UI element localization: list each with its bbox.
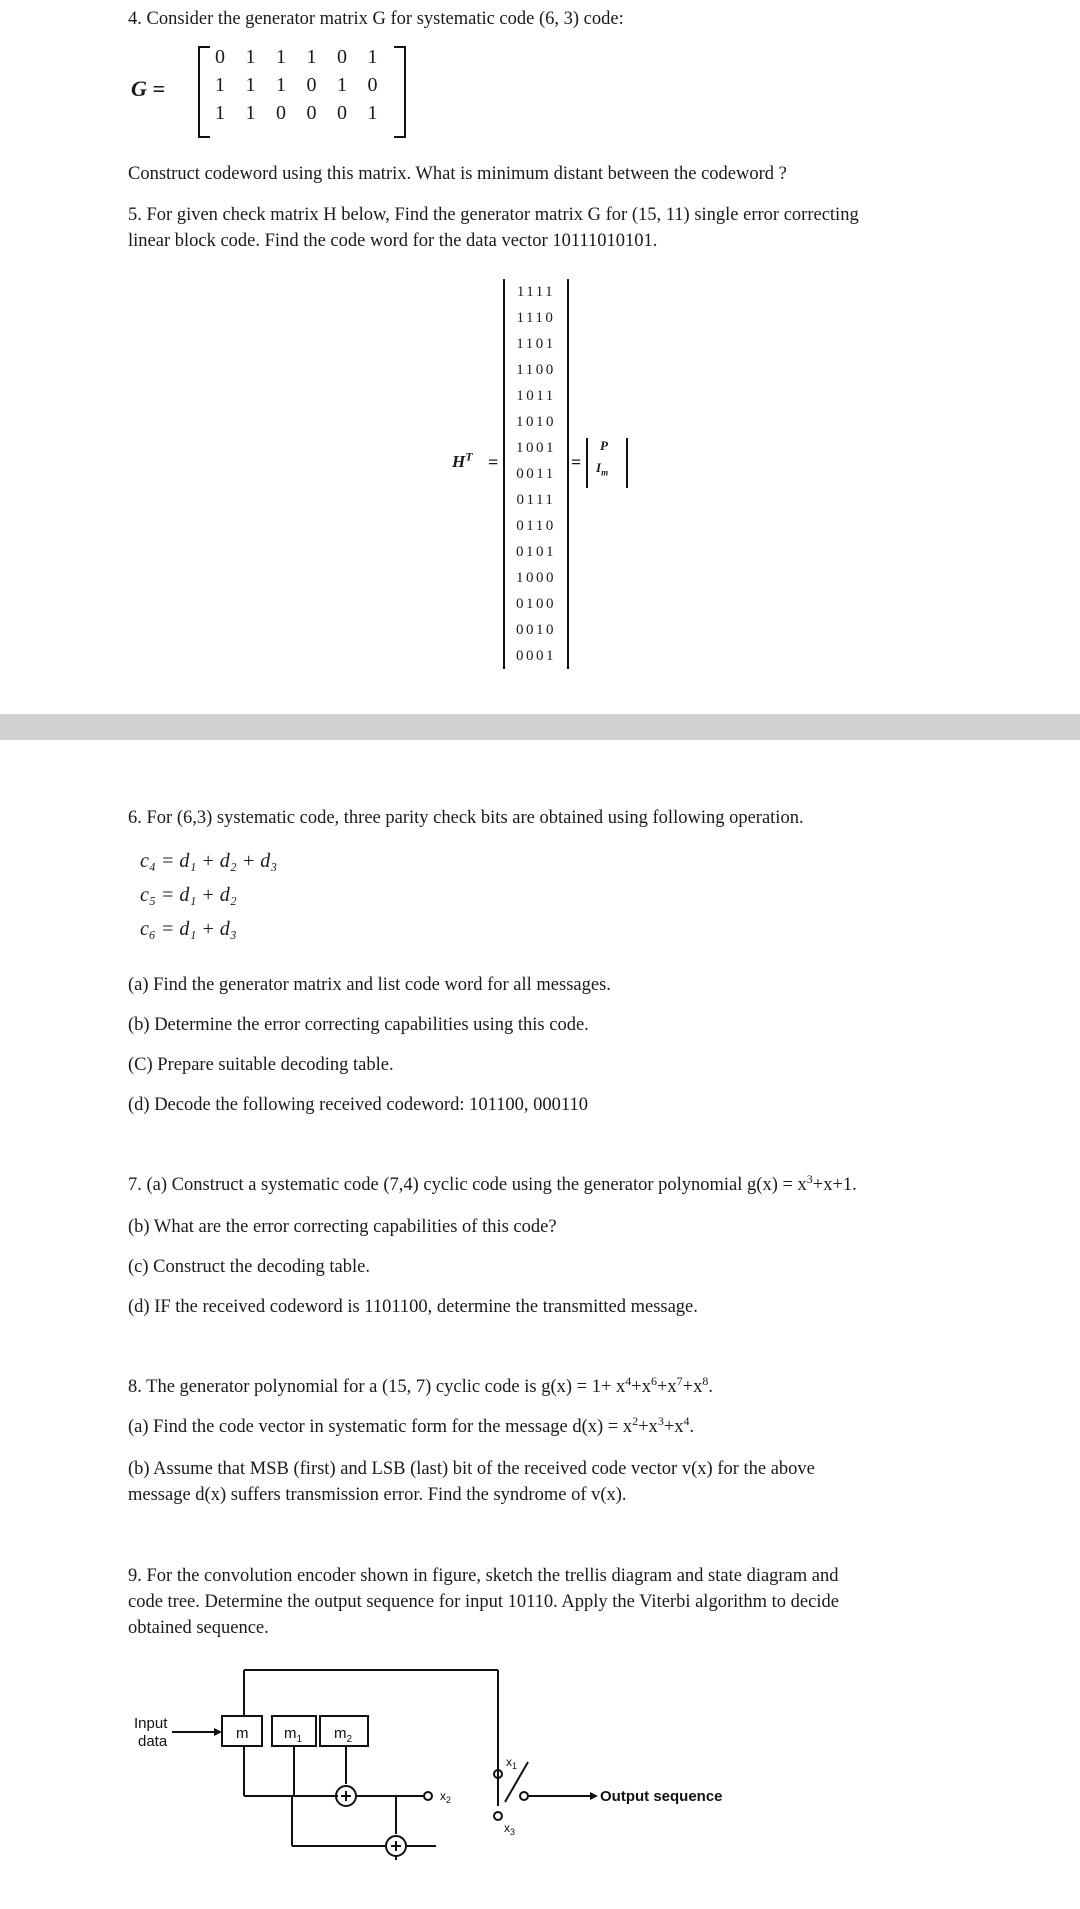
- ht-row: 0010: [516, 622, 556, 638]
- matrix-cell: 1: [276, 46, 286, 68]
- matrix-cell: 1: [367, 46, 378, 68]
- q9-line1: 9. For the convolution encoder shown in figure, sketch the trellis diagram and state diagram and: [128, 1566, 839, 1586]
- ht-row: 0110: [516, 518, 556, 534]
- q6-eq-c5: c₅ = d₁ + d₂: [140, 884, 237, 906]
- q6-part-c: (C) Prepare suitable decoding table.: [128, 1055, 394, 1075]
- ht-row: 0011: [516, 466, 556, 482]
- ht-row: 1010: [516, 414, 556, 430]
- matrix-cell: 1: [276, 74, 286, 96]
- input-arrowhead: [214, 1728, 222, 1736]
- q9-line2: code tree. Determine the output sequence for input 10110. Apply the Viterbi algorithm to decide: [128, 1592, 839, 1612]
- ht-row: 0001: [516, 648, 556, 664]
- q6-part-b: (b) Determine the error correcting capabilities using this code.: [128, 1015, 589, 1035]
- q8-part-b-line2: message d(x) suffers transmission error. Find the syndrome of v(x).: [128, 1485, 627, 1505]
- matrix-cell: 1: [245, 102, 256, 124]
- matrix-cell: 0: [215, 46, 225, 68]
- output-label: Output sequence: [600, 1788, 723, 1805]
- q7-part-d: (d) IF the received codeword is 1101100, determine the transmitted message.: [128, 1297, 698, 1317]
- p-label: P: [600, 438, 608, 453]
- page-divider: [0, 714, 1080, 740]
- matrix-cell: 1: [337, 74, 347, 96]
- ht-row: 1100: [516, 362, 556, 378]
- ht-equals: =: [488, 452, 499, 472]
- q5-line2: linear block code. Find the code word for the data vector 10111010101.: [128, 231, 658, 251]
- matrix-cell: 0: [306, 102, 317, 124]
- input-label-2: data: [138, 1733, 168, 1750]
- p-im-matrix: [586, 438, 628, 488]
- q7-part-b: (b) What are the error correcting capabilities of this code?: [128, 1217, 557, 1237]
- generator-matrix-g: [128, 42, 408, 142]
- g-label: G =: [131, 76, 165, 101]
- q6-eq-c6: c₆ = d₁ + d₃: [140, 918, 237, 940]
- q5-line1: 5. For given check matrix H below, Find the generator matrix G for (15, 11) single error correcting: [128, 205, 859, 225]
- matrix-cell: 0: [306, 74, 317, 96]
- ht-equals-2: =: [571, 452, 582, 472]
- matrix-cell: 0: [367, 74, 378, 96]
- input-label-1: Input: [134, 1715, 168, 1732]
- ht-row: 0111: [516, 492, 556, 508]
- matrix-cell: 1: [245, 46, 256, 68]
- register-m1-label: $m_1$: [284, 1725, 303, 1745]
- ht-row: 1000: [516, 570, 556, 586]
- matrix-cell: 1: [215, 74, 225, 96]
- matrix-cell: 1: [306, 46, 317, 68]
- q6-part-d: (d) Decode the following received codeword: 101100, 000110: [128, 1095, 588, 1115]
- x3-terminal: [494, 1812, 502, 1820]
- ht-matrix: [503, 279, 569, 669]
- ht-row: 1001: [516, 440, 556, 456]
- ht-row: 1101: [516, 336, 556, 352]
- register-m-label: m: [236, 1725, 249, 1742]
- im-label: $I_m$: [596, 460, 609, 478]
- q6-eq-c4: c₄ = d₁ + d₂ + d₃: [140, 850, 278, 872]
- x1-label: $x_1$: [506, 1755, 518, 1771]
- q4-question: Construct codeword using this matrix. What is minimum distant between the codeword ?: [128, 164, 787, 184]
- q9-line3: obtained sequence.: [128, 1618, 269, 1638]
- matrix-cell: 0: [276, 102, 286, 124]
- matrix-right-bracket: [394, 46, 406, 138]
- q8-part-b-line1: (b) Assume that MSB (first) and LSB (last) bit of the received code vector v(x) for the above: [128, 1459, 815, 1479]
- ht-row: 1011: [516, 388, 556, 404]
- register-m2-label: $m_2$: [334, 1725, 353, 1745]
- q4-heading: 4. Consider the generator matrix G for systematic code (6, 3) code:: [128, 9, 624, 29]
- q7-part-a: 7. (a) Construct a systematic code (7,4) cyclic code using the generator polynomial $g(x) = x^3+x+1$.: [128, 1171, 857, 1195]
- q8-part-a: (a) Find the code vector in systematic form for the message $d(x) = x^2+x^3+x^4$.: [128, 1413, 695, 1437]
- x3-label: $x_3$: [504, 1821, 516, 1837]
- matrix-cell: 0: [337, 102, 347, 124]
- x2-label: $x_2$: [440, 1789, 452, 1805]
- q7-part-c: (c) Construct the decoding table.: [128, 1257, 370, 1277]
- q6-part-a: (a) Find the generator matrix and list code word for all messages.: [128, 975, 611, 995]
- matrix-cell: 0: [337, 46, 347, 68]
- ht-row: 1111: [516, 284, 556, 300]
- x2-terminal: [424, 1792, 432, 1800]
- q8-line1: 8. The generator polynomial for a (15, 7) cyclic code is $g(x) = 1+ x^4+x^6+x^7+x^8$.: [128, 1373, 713, 1397]
- matrix-cell: 1: [215, 102, 225, 124]
- output-arrowhead: [590, 1792, 598, 1800]
- matrix-cell: 1: [245, 74, 256, 96]
- ht-row: 0101: [516, 544, 556, 560]
- q6-heading: 6. For (6,3) systematic code, three parity check bits are obtained using following operation.: [128, 808, 804, 828]
- commutator-pivot: [520, 1792, 528, 1800]
- ht-label: $H^T$: [452, 449, 473, 471]
- ht-row: 0100: [516, 596, 556, 612]
- matrix-cell: 1: [367, 102, 378, 124]
- ht-row: 1110: [516, 310, 556, 326]
- convolution-encoder-diagram: [0, 1650, 1080, 1909]
